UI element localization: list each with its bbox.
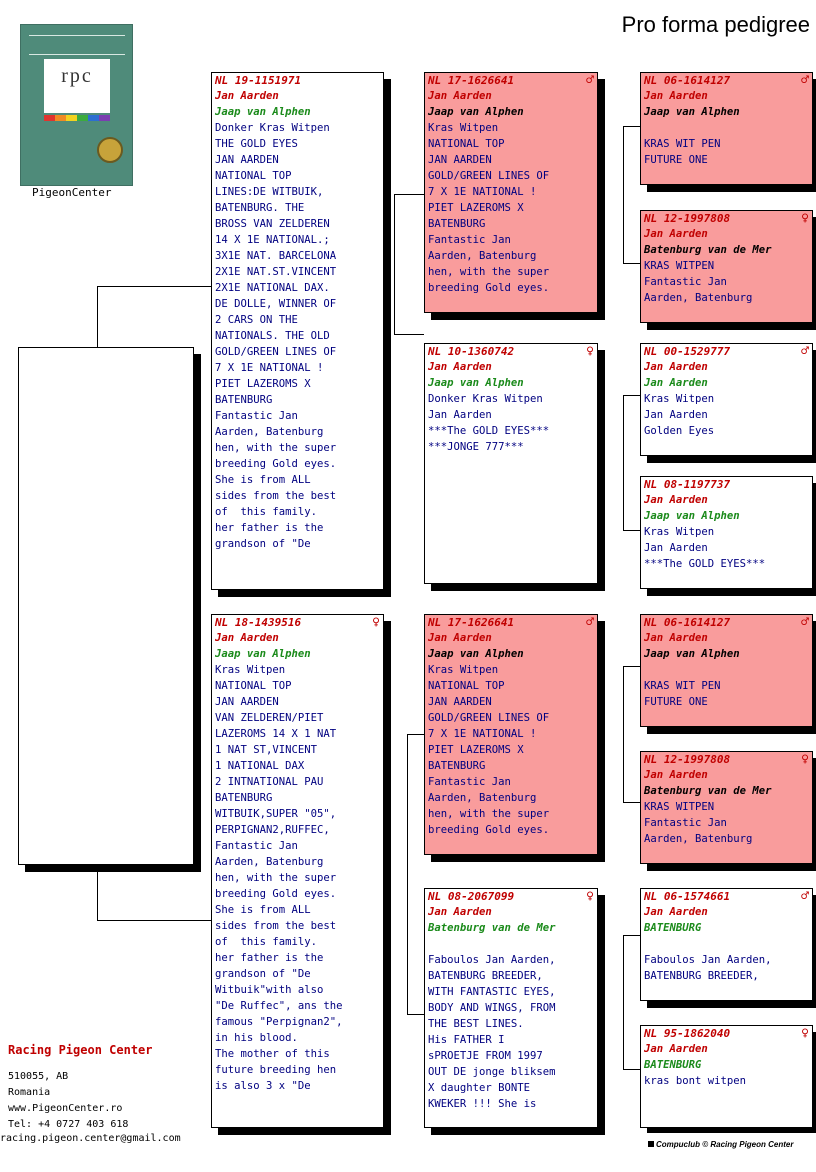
pigeon-card-gg-1 xyxy=(640,72,813,185)
sex-icon: ♀ xyxy=(801,752,809,767)
owner-name: Jan Aarden xyxy=(644,1043,708,1055)
breeder-name: Jaap van Alphen xyxy=(215,106,311,118)
pigeon-card-gg-3 xyxy=(640,343,813,456)
ring-number: NL 06-1574661 xyxy=(644,890,731,903)
pigeon-description: Kras Witpen NATIONAL TOP JAN AARDEN GOLD/GREEN LINES OF 7 X 1E NATIONAL ! PIET LAZEROMS X BATENBURG Fantastic Jan Aarden, Batenburg hen, with the super breeding Gold eyes. xyxy=(428,122,550,294)
pigeon-description: Kras Witpen Jan Aarden Golden Eyes xyxy=(644,393,715,437)
pigeon-description: KRAS WITPEN Fantastic Jan Aarden, Batenburg xyxy=(644,260,753,304)
owner-name: Jan Aarden xyxy=(644,494,708,506)
owner-name: Jan Aarden xyxy=(644,90,708,102)
footer-text: Compuclub © Racing Pigeon Center xyxy=(656,1140,794,1149)
breeder-name: Jaap van Alphen xyxy=(215,648,311,660)
pigeon-card-granddam-1 xyxy=(424,343,598,584)
ring-number: NL 12-1997808 xyxy=(644,753,731,766)
logo-caption: PigeonCenter xyxy=(32,186,112,199)
owner-name: Jan Aarden xyxy=(644,228,708,240)
breeder-name: Jaap van Alphen xyxy=(428,106,524,118)
pigeon-description: Kras Witpen NATIONAL TOP JAN AARDEN VAN ZELDEREN/PIET LAZEROMS 14 X 1 NAT 1 NAT ST,VINCENT 1 NATIONAL DAX 2 INTNATIONAL PAU BATENBURG WITBUIK,SUPER "05", PERPIGNAN2,RUFFEC, Fantastic Jan Aarden, Batenburg hen, with the super breeding Gold eyes. She is from ALL sides from the best of this family. her father is the grandson of "De Witbuik"with also "De Ruffec", ans the famous "Perpignan2", in his blood. The mother of this future breeding hen is also 3 x "De xyxy=(215,664,343,1092)
breeder-name: Batenburg van de Mer xyxy=(644,244,772,256)
ring-number: NL 06-1614127 xyxy=(644,74,731,87)
breeder-name: Jaap van Alphen xyxy=(644,106,740,118)
breeder-name: Jan Aarden xyxy=(644,377,708,389)
pigeon-card-grandsire-2 xyxy=(424,614,598,855)
center-name: Racing Pigeon Center xyxy=(8,1043,153,1057)
pigeon-description: KRAS WITPEN Fantastic Jan Aarden, Batenburg xyxy=(644,801,753,845)
ring-number: NL 19-1151971 xyxy=(215,74,302,87)
ring-number: NL 12-1997808 xyxy=(644,212,731,225)
breeder-name: Jaap van Alphen xyxy=(644,510,740,522)
breeder-name: Jaap van Alphen xyxy=(428,648,524,660)
ring-number: NL 00-1529777 xyxy=(644,345,731,358)
owner-name: Jan Aarden xyxy=(215,632,279,644)
sex-icon: ♂ xyxy=(586,615,594,630)
sex-icon: ♀ xyxy=(801,1026,809,1041)
breeder-name: Jaap van Alphen xyxy=(644,648,740,660)
pigeon-card-gg-2 xyxy=(640,210,813,323)
logo-panel xyxy=(44,59,110,113)
sex-icon: ♂ xyxy=(586,73,594,88)
ring-number: NL 06-1614127 xyxy=(644,616,731,629)
ring-number: NL 18-1439516 xyxy=(215,616,302,629)
pigeon-description: Donker Kras Witpen THE GOLD EYES JAN AARDEN NATIONAL TOP LINES:DE WITBUIK, BATENBURG. THE BROSS VAN ZELDEREN 14 X 1E NATIONAL.; 3X1E NAT. BARCELONA 2X1E NAT.ST.VINCENT 2X1E NATIONAL DAX. DE DOLLE, WINNER OF 2 CARS ON THE NATIONALS. THE OLD GOLD/GREEN LINES OF 7 X 1E NATIONAL ! PIET LAZEROMS X BATENBURG Fantastic Jan Aarden, Batenburg hen, with the super breeding Gold eyes. She is from ALL sides from the best of this family. her father is the grandson of "De xyxy=(215,122,337,550)
sex-icon: ♂ xyxy=(801,889,809,904)
sex-icon: ♂ xyxy=(801,615,809,630)
ring-number: NL 10-1360742 xyxy=(428,345,515,358)
owner-name: Jan Aarden xyxy=(428,632,492,644)
sex-icon: ♀ xyxy=(586,889,594,904)
pigeon-card-dam xyxy=(211,614,384,1128)
sex-icon: ♀ xyxy=(586,344,594,359)
owner-name: Jan Aarden xyxy=(644,906,708,918)
ring-number: NL 95-1862040 xyxy=(644,1027,731,1040)
owner-name: Jan Aarden xyxy=(215,90,279,102)
sex-icon: ♀ xyxy=(372,615,380,630)
pigeon-description: Kras Witpen NATIONAL TOP JAN AARDEN GOLD/GREEN LINES OF 7 X 1E NATIONAL ! PIET LAZEROMS X BATENBURG Fantastic Jan Aarden, Batenburg hen, with the super breeding Gold eyes. xyxy=(428,664,550,836)
pigeon-description: Faboulos Jan Aarden, BATENBURG BREEDER, xyxy=(644,954,772,982)
pigeon-description: Faboulos Jan Aarden, BATENBURG BREEDER, WITH FANTASTIC EYES, BODY AND WINGS, FROM THE BEST LINES. His FATHER I sPROETJE FROM 1997 OUT DE jonge bliksem X daughter BONTE KWEKER !!! She is xyxy=(428,954,556,1110)
owner-name: Jan Aarden xyxy=(644,361,708,373)
owner-name: Jan Aarden xyxy=(428,906,492,918)
pigeon-card-gg-4 xyxy=(640,476,813,589)
sex-icon: ♂ xyxy=(801,73,809,88)
center-address: 510055, AB Romania www.PigeonCenter.ro Tel: +4 0727 403 618 xyxy=(8,1071,129,1130)
sex-icon: ♂ xyxy=(801,344,809,359)
pigeon-card-granddam-2 xyxy=(424,888,598,1128)
breeder-name: Batenburg van de Mer xyxy=(428,922,556,934)
logo-text: rpc xyxy=(61,65,93,87)
owner-name: Jan Aarden xyxy=(428,90,492,102)
pigeon-card-gg-6 xyxy=(640,751,813,864)
ring-number: NL 08-1197737 xyxy=(644,478,731,491)
pigeon-card-gg-7 xyxy=(640,888,813,1001)
logo-color-bars xyxy=(44,115,110,121)
pigeon-description: Kras Witpen Jan Aarden ***The GOLD EYES*** xyxy=(644,526,766,570)
breeder-name: BATENBURG xyxy=(644,1059,702,1071)
footer xyxy=(648,1140,793,1149)
pigeon-card-gg-8 xyxy=(640,1025,813,1128)
pigeon-card-grandsire-1 xyxy=(424,72,598,313)
breeder-name: Batenburg van de Mer xyxy=(644,785,772,797)
pigeon-description: kras bont witpen xyxy=(644,1075,747,1087)
pigeon-description: KRAS WIT PEN FUTURE ONE xyxy=(644,680,721,708)
ring-number: NL 17-1626641 xyxy=(428,74,515,87)
pigeon-card-gg-5 xyxy=(640,614,813,727)
page-title: Pro forma pedigree xyxy=(621,12,810,37)
pigeon-description: Donker Kras Witpen Jan Aarden ***The GOLD EYES*** ***JONGE 777*** xyxy=(428,393,550,453)
sex-icon: ♀ xyxy=(801,211,809,226)
breeder-name: BATENBURG xyxy=(644,922,702,934)
center-email: racing.pigeon.center@gmail.com xyxy=(0,1133,181,1144)
owner-name: Jan Aarden xyxy=(428,361,492,373)
owner-name: Jan Aarden xyxy=(644,769,708,781)
breeder-name: Jaap van Alphen xyxy=(428,377,524,389)
pigeon-description: KRAS WIT PEN FUTURE ONE xyxy=(644,138,721,166)
pigeon-card-sire xyxy=(211,72,384,590)
logo xyxy=(20,24,133,186)
logo-header-lines xyxy=(29,35,125,55)
ring-number: NL 17-1626641 xyxy=(428,616,515,629)
ring-number: NL 08-2067099 xyxy=(428,890,515,903)
owner-name: Jan Aarden xyxy=(644,632,708,644)
award-medal-icon xyxy=(97,137,123,163)
subject-box xyxy=(18,347,194,865)
square-icon xyxy=(648,1141,654,1147)
